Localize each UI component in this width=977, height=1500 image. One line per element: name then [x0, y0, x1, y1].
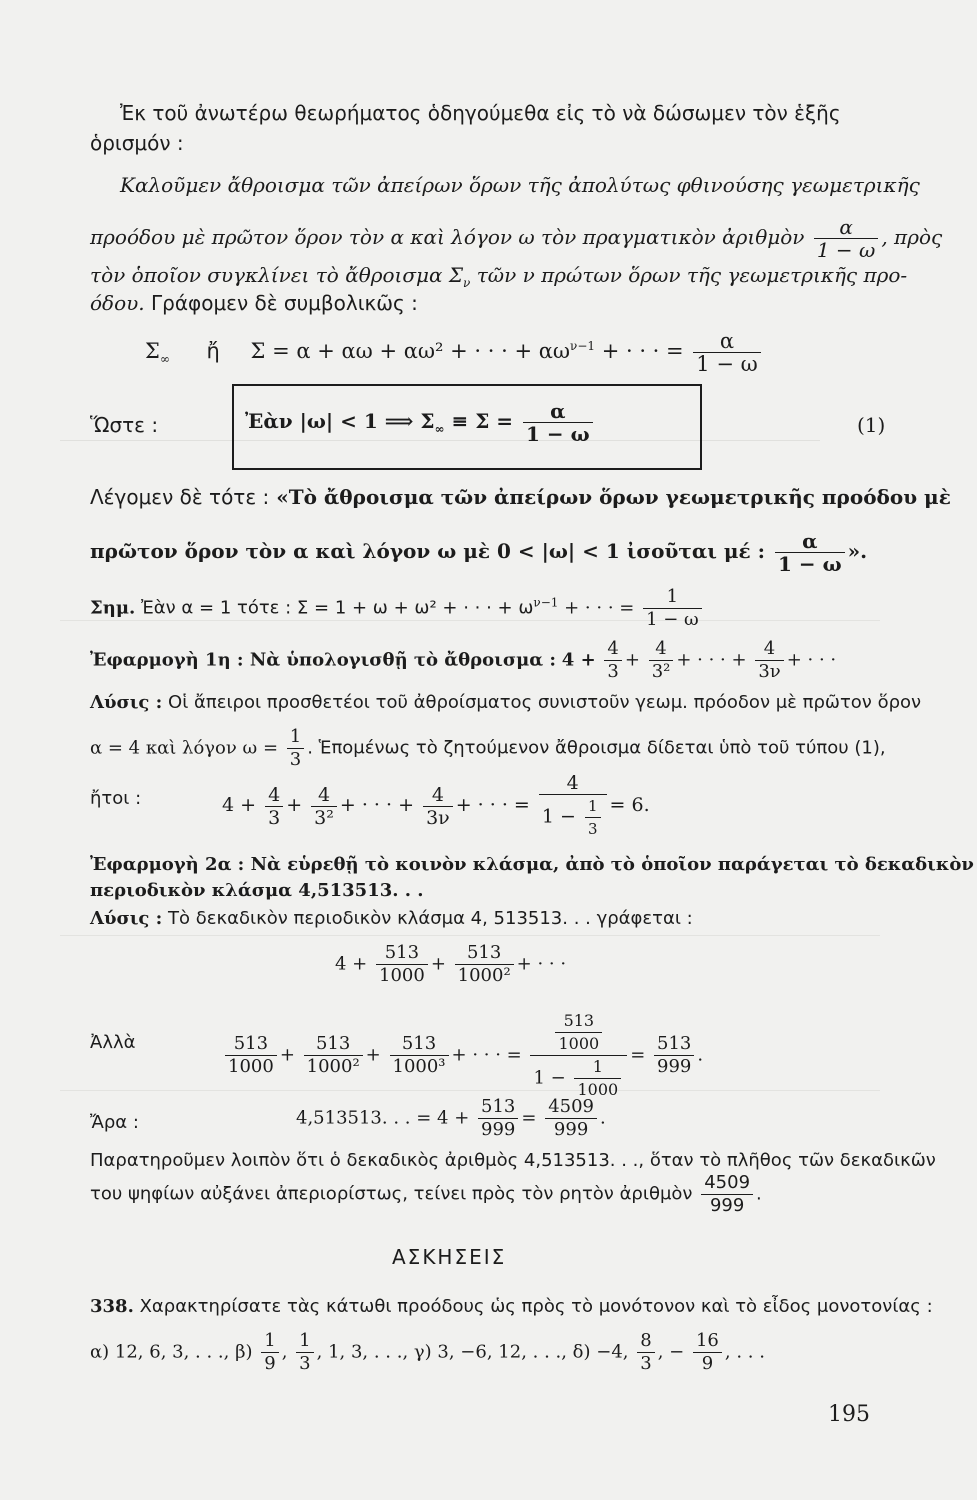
fraction-denominator: 1 − ω [696, 352, 758, 376]
lead-text: Ἄρα : [90, 1112, 139, 1133]
subscript: ∞ [159, 352, 170, 367]
term-fraction [637, 1330, 654, 1375]
boxed-lead [90, 412, 158, 438]
result-lead [90, 786, 141, 812]
result-value: = 6. [609, 794, 650, 816]
exercise-item: α) 12, 6, 3, . . ., β) [90, 1341, 253, 1363]
note-text: Ἐὰν α = 1 τότε : Σ = 1 + ω + ω² + · · · + ω [135, 597, 534, 619]
definition-text: τῶν ν πρώτων ὅρων τῆς γεωμετρικῆς προ- [470, 263, 908, 287]
fraction-numerator: 1 [296, 1330, 313, 1353]
exponent: ν−1 [570, 339, 596, 353]
heading-text: ΑΣΚΗΣΕΙΣ [392, 1245, 507, 1269]
ellipsis: + · · · + [676, 649, 747, 671]
exercise-338-items: α) 12, 6, 3, . . ., β) $\frac{1}{9}$ , $\frac{1}{3}$ , 1, 3, . . ., γ) 3, −6, 12, . . ., δ) −4, $\frac{8}{3}$ , − $\frac{16}{9}$ , . . . [90, 1330, 765, 1374]
intro-line-2 [90, 130, 184, 156]
result-1-formula [222, 772, 650, 840]
fraction-denominator [530, 1056, 627, 1101]
term-fraction [225, 1033, 277, 1078]
denominator-text: 1 − [541, 805, 576, 828]
exponent: ν−1 [533, 595, 559, 610]
statement-fraction [775, 530, 845, 575]
fraction-numerator: 513 [555, 1010, 602, 1033]
fraction-denominator: 1000 [228, 1056, 274, 1077]
plus-sign: + [624, 649, 640, 671]
fraction-numerator: 4 [311, 784, 337, 807]
fraction-numerator: 4 [755, 638, 783, 661]
term-fraction [693, 1330, 722, 1375]
ratio-fraction [287, 726, 304, 771]
fraction-denominator: 3 [640, 1353, 652, 1374]
subscript: ν [463, 276, 471, 290]
fraction-numerator: 1 [585, 795, 601, 818]
series-expression: Σ = α + αω + αω² + · · · + αω [250, 339, 571, 363]
fraction-numerator: 1 [643, 586, 702, 609]
lead-text: ἤτοι : [90, 788, 142, 809]
definition-text: όδου. [90, 291, 145, 315]
compound-fraction [530, 1010, 627, 1101]
fraction-numerator: 4 [604, 638, 621, 661]
series-term: 4 + [561, 649, 596, 671]
fraction-denominator: 9 [264, 1353, 276, 1374]
fraction-numerator: 513 [478, 1096, 518, 1119]
inner-fraction [555, 1010, 602, 1055]
condition-expression: ≡ Σ = [444, 409, 514, 433]
application-title: Ἐφαρμογὴ 2α : Νὰ εὑρεθῇ τὸ κοινὸν κλάσμα, ἀπὸ τὸ ὁποῖον παράγεται τὸ δεκαδικὸν [90, 854, 974, 875]
fraction-numerator [530, 1010, 627, 1056]
term-fraction [261, 1330, 278, 1375]
series-term: 4 + [222, 794, 257, 816]
note-label: Σημ. [90, 597, 136, 619]
fraction-denominator: 1000² [306, 1056, 360, 1077]
statement-end: ». [847, 539, 868, 563]
sigma-symbol: Σ [145, 339, 160, 363]
solution-1-line-1 [90, 690, 921, 716]
fraction-numerator: α [693, 330, 760, 353]
fraction-numerator: 4 [423, 784, 453, 807]
intro-text-2: ὁρισμόν : [90, 131, 184, 155]
note-tail: + · · · = [558, 597, 635, 619]
exercise-number: 338. [90, 1296, 134, 1317]
definition-line-4 [90, 290, 418, 316]
definition-text: προόδου μὲ πρῶτον ὅρον τὸν α καὶ λόγον ω τὸν πραγματικὸν ἀριθμὸν [90, 225, 805, 249]
term-fraction [390, 1033, 449, 1078]
symbolic-intro: Γράφομεν δὲ συμβολικῶς : [144, 291, 418, 315]
fraction-denominator: 1 − ω [816, 238, 876, 262]
fraction-denominator: 3 [299, 1353, 311, 1374]
fraction-numerator: 1 [574, 1056, 621, 1079]
final-result: 4,513513. . . = 4 + $\frac{513}{999}$ = $\frac{4509}{999}$ . [296, 1096, 606, 1140]
fraction-numerator: 513 [390, 1033, 449, 1056]
fraction-denominator [539, 795, 607, 840]
fraction-numerator: 16 [693, 1330, 722, 1353]
fraction-denominator: 1 − ω [526, 422, 590, 446]
exercises-heading [392, 1244, 506, 1270]
lead-text: Ἀλλὰ [90, 1032, 136, 1053]
solution-text: α = 4 καὶ λόγον ω = [90, 737, 279, 759]
sum-fraction [693, 330, 760, 375]
fraction-denominator: 1000² [457, 965, 511, 986]
solution-text: . Ἑπομένως τὸ ζητούμενον ἄθροισμα δίδεται ὑπὸ τοῦ τύπου (1), [307, 737, 886, 759]
term-fraction [604, 638, 621, 683]
exercise-item: , 1, 3, . . ., γ) 3, −6, 12, . . ., δ) −4, [316, 1341, 629, 1363]
boxed-fraction [523, 400, 593, 445]
page-number-text: 195 [828, 1402, 870, 1427]
definition-line-2 [90, 216, 942, 261]
term-fraction [311, 784, 337, 829]
fraction-numerator: 4 [649, 638, 674, 661]
fraction-numerator: 513 [304, 1033, 363, 1056]
exercise-338 [90, 1294, 933, 1320]
definition-text: , πρὸς [881, 225, 943, 249]
fraction-numerator: 513 [654, 1033, 694, 1056]
term-fraction [423, 784, 453, 829]
equals-dots: + · · · = [455, 794, 530, 816]
subscript: ∞ [434, 422, 445, 436]
rational-fraction [701, 1172, 753, 1217]
result-fraction [654, 1033, 694, 1078]
solution-label: Λύσις : [90, 692, 163, 713]
statement-text: πρῶτον ὅρον τὸν α καὶ λόγον ω μὲ 0 < |ω| < 1 ἰσοῦται μέ : [90, 539, 765, 563]
ellipsis: + · · · + [339, 794, 415, 816]
fraction-numerator: 8 [637, 1330, 654, 1353]
fraction-denominator: 1000³ [392, 1056, 446, 1077]
fraction-numerator: 4 [265, 784, 283, 807]
equals-sign: = [521, 1107, 537, 1129]
fraction-numerator: α [523, 400, 593, 423]
inner-fraction [585, 795, 601, 840]
solution-text: Τὸ δεκαδικὸν περιοδικὸν κλάσμα 4, 513513. . . γράφεται : [162, 908, 693, 929]
fraction-numerator: α [814, 216, 879, 239]
intro-line [120, 100, 841, 126]
series-tail: + · · · = [595, 339, 684, 363]
intro-text: Ἐκ τοῦ ἀνωτέρω θεωρήματος ὁδηγούμεθα εἰς τὸ νὰ δώσωμεν τὸν ἑξῆς [120, 101, 841, 125]
term-fraction [376, 942, 428, 987]
fraction-numerator: 513 [455, 942, 514, 965]
sum-formula [145, 330, 764, 375]
fraction-numerator: 513 [225, 1033, 277, 1056]
fraction-denominator: 3ν [426, 806, 450, 829]
plus-sign: + [286, 794, 303, 816]
page-number [828, 1402, 870, 1428]
definition-fraction [814, 216, 879, 261]
equals-dots: + · · · = [451, 1044, 522, 1066]
term-fraction [304, 1033, 363, 1078]
solution-label: Λύσις : [90, 908, 163, 929]
note-fraction [643, 586, 702, 631]
statement-line-1 [90, 484, 951, 510]
exercise-item: , . . . [724, 1341, 765, 1363]
fraction-denominator: 3² [314, 806, 334, 829]
show-through-line [60, 935, 880, 936]
fraction-denominator: 1 − ω [777, 552, 842, 576]
observation-text: του ψηφίων αὐξάνει ἀπεριορίστως, τείνει πρὸς τὸν ρητὸν ἀριθμὸν [90, 1183, 693, 1205]
term-fraction [478, 1096, 518, 1141]
fraction-denominator: 1000 [558, 1034, 600, 1053]
denominator-text: 1 − [533, 1067, 566, 1089]
note-line [90, 586, 705, 631]
fraction-numerator: 4 [539, 772, 607, 795]
statement-line-2 [90, 530, 867, 575]
fraction-denominator: 9 [701, 1353, 714, 1374]
application-title: Ἐφαρμογὴ 1η : Νὰ ὑπολογισθῇ τὸ ἄθροισμα : [90, 649, 557, 671]
fraction-numerator: 513 [376, 942, 428, 965]
fraction-denominator: 3ν [758, 661, 781, 682]
application-2-title-2 [90, 878, 424, 904]
fraction-denominator: 999 [553, 1119, 589, 1140]
fraction-denominator: 3 [587, 820, 598, 838]
term-fraction [296, 1330, 313, 1375]
fraction-denominator: 3 [607, 661, 619, 682]
fraction-denominator: 999 [481, 1119, 516, 1140]
inner-fraction [574, 1056, 621, 1101]
but-lead [90, 1030, 135, 1056]
solution-2-line [90, 906, 693, 932]
term-fraction [265, 784, 283, 829]
fraction-denominator: 1 − ω [646, 609, 699, 630]
boxed-formula [245, 400, 596, 445]
term-fraction [649, 638, 674, 683]
fraction-numerator: α [775, 530, 845, 553]
fraction-denominator: 1000 [379, 965, 425, 986]
or-word: ἤ [206, 339, 220, 363]
equation-label: (1) [857, 413, 886, 437]
fraction-numerator: 1 [261, 1330, 278, 1353]
solution-1-line-2 [90, 726, 886, 771]
fraction-numerator: 1 [287, 726, 304, 749]
application-title: περιοδικὸν κλάσμα 4,513513. . . [90, 880, 424, 901]
condition-expression: Ἐὰν |ω| < 1 ⟹ Σ [245, 409, 435, 433]
geometric-sum-formula: $\frac{513}{1000}$ + $\frac{513}{\text{1000²}}$ + $\frac{513}{\text{1000³}}$ + · · · = $\frac{513}{1000}$ 1 − $\frac{1}{1000}$ = $\frac{513}{999}$ . [222, 1010, 703, 1101]
term-fraction [455, 942, 514, 987]
observation-line-2: του ψηφίων αὐξάνει ἀπεριορίστως, τείνει πρὸς τὸν ρητὸν ἀριθμὸν $\frac{4509}{999}$ . [90, 1172, 762, 1216]
term-fraction [755, 638, 783, 683]
observation-text: Παρατηροῦμεν λοιπὸν ὅτι ὁ δεκαδικὸς ἀριθμὸς 4,513513. . ., ὅταν τὸ πλῆθος τῶν δεκαδικῶν [90, 1150, 936, 1171]
result-fraction [545, 1096, 597, 1141]
series-tail: + · · · [786, 649, 837, 671]
solution-text: Οἱ ἄπειροι προσθετέοι τοῦ ἀθροίσματος συνιστοῦν γεωμ. πρόοδον μὲ πρῶτον ὅρον [162, 692, 922, 713]
definition-text: τὸν ὁποῖον συγκλίνει τὸ ἄθροισμα Σ [90, 263, 464, 287]
result-expression: 4,513513. . . = 4 + [296, 1107, 470, 1129]
equation-number [857, 412, 885, 438]
fraction-denominator: 3 [268, 806, 281, 829]
series-tail: + · · · [516, 953, 567, 975]
statement-text: «Τὸ ἄθροισμα τῶν ἀπείρων ὅρων γεωμετρικῆς προόδου μὲ [269, 485, 951, 509]
fraction-denominator: 3 [289, 749, 302, 770]
exercise-text: Χαρακτηρίσατε τὰς κάτωθι προόδους ὡς πρὸς τὸ μονότονον καὶ τὸ εἶδος μονοτονίας : [133, 1296, 933, 1317]
ara-lead [90, 1110, 139, 1136]
definition-line-1 [120, 172, 920, 198]
fraction-denominator: 1000 [577, 1080, 619, 1099]
fraction-denominator: 999 [657, 1056, 692, 1077]
application-1-title [90, 638, 836, 683]
result-fraction [539, 772, 607, 840]
definition-text: Καλοῦμεν ἄθροισμα τῶν ἀπείρων ὅρων τῆς ἀπολύτως φθινούσης γεωμετρικῆς [120, 173, 920, 197]
fraction-numerator: 4509 [545, 1096, 597, 1119]
fraction-denominator: 999 [709, 1195, 745, 1216]
observation-line-1 [90, 1148, 936, 1174]
fraction-denominator: 3² [651, 661, 671, 682]
series-term: 4 + [335, 953, 368, 975]
fraction-numerator: 4509 [701, 1172, 753, 1195]
statement-lead: Λέγομεν δὲ τότε : [90, 485, 270, 509]
decimal-expansion: 4 + $\frac{513}{1000}$ + $\frac{513}{\text{1000²}}$ + · · · [335, 942, 567, 986]
application-2-title-1 [90, 852, 974, 878]
lead-text: Ὥστε : [90, 413, 159, 437]
